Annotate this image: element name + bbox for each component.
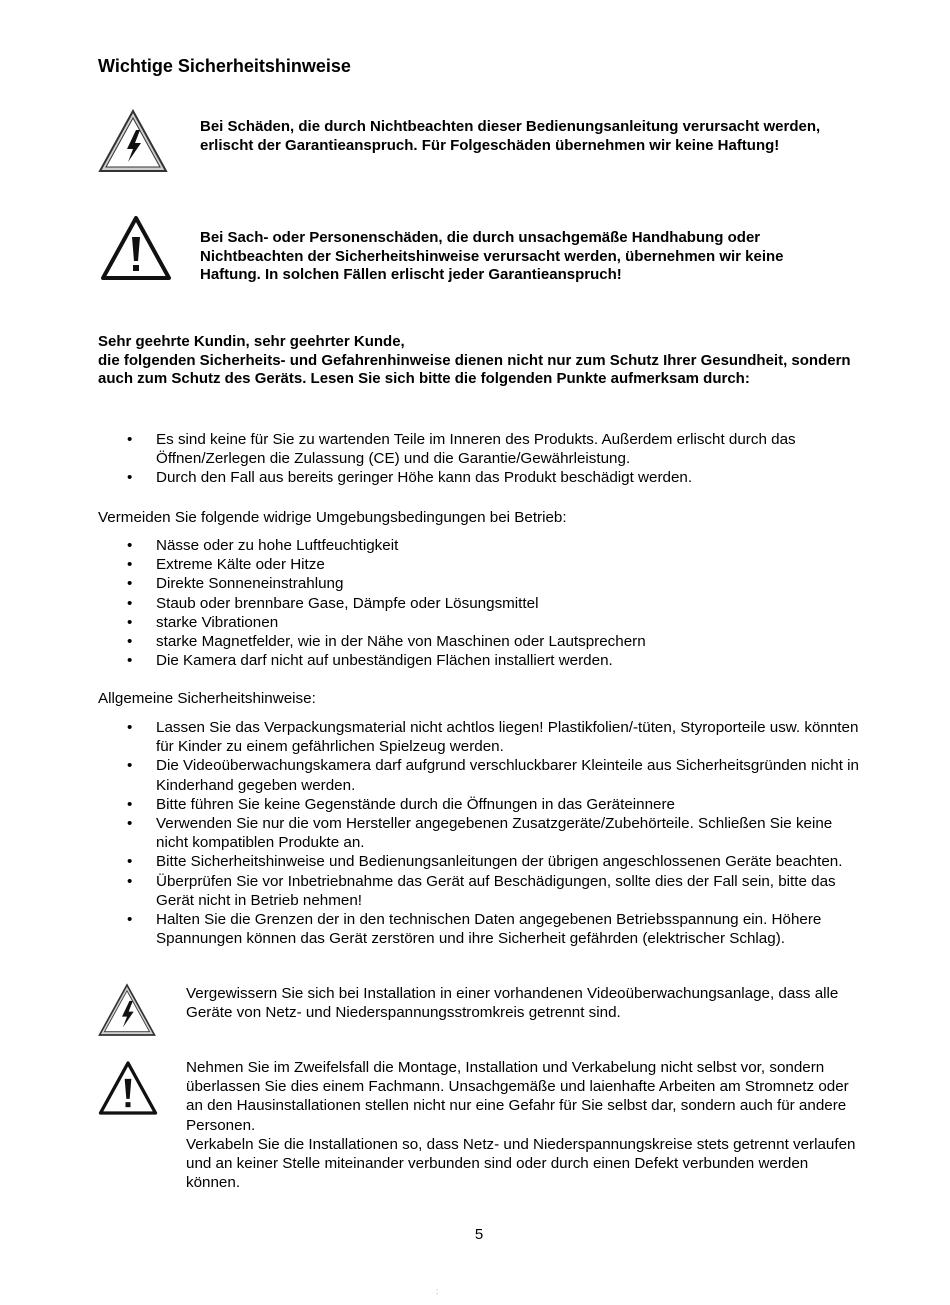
exclamation-warning-icon [98,1060,158,1116]
general-bullet-list [98,718,868,948]
warning-text-liability: Bei Schäden, die durch Nichtbeachten dieser Bedienungsanleitung verursacht werden, erlischt der Garantieanspruch. Für Folgeschäden übernehmen wir keine Haftung! [200,118,821,154]
general-heading: Allgemeine Sicherheitshinweise: [98,690,316,707]
intro-text: die folgenden Sicherheits- und Gefahrenhinweise dienen nicht nur zum Schutz Ihrer Gesundheit, sondern auch zum Schutz des Geräts. Lesen Sie sich bitte die folgenden Punkte aufmerksam durch: [98,351,851,387]
footer-mark: : [436,1287,439,1296]
list-item: • Verwenden Sie nur die vom Hersteller angegebenen Zusatzgeräte/Zubehörteile. Schließen Sie keine nicht kompatiblen Produkte an. [127,815,833,852]
warning-text-damage: Bei Sach- oder Personenschäden, die durch unsachgemäße Handhabung oder Nichtbeachten der Sicherheitshinweise verursacht werden, übernehmen wir keine Haftung. In solchen Fällen erlischt jeder Garantieanspruch! [200,229,784,283]
list-item: • Extreme Kälte oder Hitze [127,556,325,574]
exclamation-warning-icon [100,215,172,281]
salutation: Sehr geehrte Kundin, sehr geehrter Kunde, [98,333,405,350]
list-item: • Staub oder brennbare Gase, Dämpfe oder Lösungsmittel [127,594,539,612]
list-item: • Die Kamera darf nicht auf unbeständigen Flächen installiert werden. [127,652,613,670]
list-item: • Überprüfen Sie vor Inbetriebnahme das Gerät auf Beschädigungen, sollte dies der Fall sein, bitte das Gerät nicht in Betrieb nehmen! [127,872,836,909]
note-separate-circuits: Vergewissern Sie sich bei Installation in einer vorhandenen Videoüberwachungsanlage, dass alle Geräte von Netz- und Niederspannungsstromkreis getrennt sind. [186,985,839,1022]
product-bullet-list [98,430,868,488]
list-item: • Bitte Sicherheitshinweise und Bedienungsanleitungen der übrigen angeschlossenen Geräte beachten. [127,853,843,871]
list-item: • Direkte Sonneneinstrahlung [127,575,344,593]
note-professional-installation: Nehmen Sie im Zweifelsfall die Montage, Installation und Verkabelung nicht selbst vor, sondern überlassen Sie dies einem Fachmann. Unsachgemäße und laienhafte Arbeiten am Stromnetz oder an den Hausinstallationen stellen nicht nur eine Gefahr für Sie selbst dar, sondern auch für andere Personen. Verkabeln Sie die Installationen so, dass Netz- und Niederspannungskreise stets getrennt verlaufen und an keiner Stelle miteinander verbunden sind oder durch einen Defekt verbunden werden können. [186,1059,856,1192]
list-item: • Nässe oder zu hohe Luftfeuchtigkeit [127,537,399,554]
list-item: • starke Magnetfelder, wie in der Nähe von Maschinen oder Lautsprechern [127,633,646,651]
list-item: • starke Vibrationen [127,613,279,631]
list-item: • Halten Sie die Grenzen der in den technischen Daten angegebenen Betriebsspannung ein. Höhere Spannungen können das Gerät zerstören und ihre Sicherheit gefährden (elektrischer Schlag). [127,911,822,948]
list-item: • Es sind keine für Sie zu wartenden Teile im Inneren des Produkts. Außerdem erlischt durch das Öffnen/Zerlegen die Zulassung (CE) und die Garantie/Gewährleistung. [127,431,796,468]
intro-block [98,333,858,389]
list-item: • Durch den Fall aus bereits geringer Höhe kann das Produkt beschädigt werden. [127,469,693,487]
environment-heading: Vermeiden Sie folgende widrige Umgebungsbedingungen bei Betrieb: [98,509,567,526]
lightning-warning-icon [97,982,157,1038]
lightning-warning-icon [97,108,169,174]
list-item: • Die Videoüberwachungskamera darf aufgrund verschluckbarer Kleinteile aus Sicherheitsgründen nicht in Kinderhand gegeben werden. [127,757,859,794]
environment-bullet-list [98,536,868,670]
list-item: • Lassen Sie das Verpackungsmaterial nicht achtlos liegen! Plastikfolien/-tüten, Styroporteile usw. könnten für Kinder zu einem gefährlichen Spielzeug werden. [127,719,859,756]
list-item: • Bitte führen Sie keine Gegenstände durch die Öffnungen in das Geräteinnere [127,795,675,813]
page-title: Wichtige Sicherheitshinweise [98,56,351,76]
page-number: 5 [474,1226,484,1243]
